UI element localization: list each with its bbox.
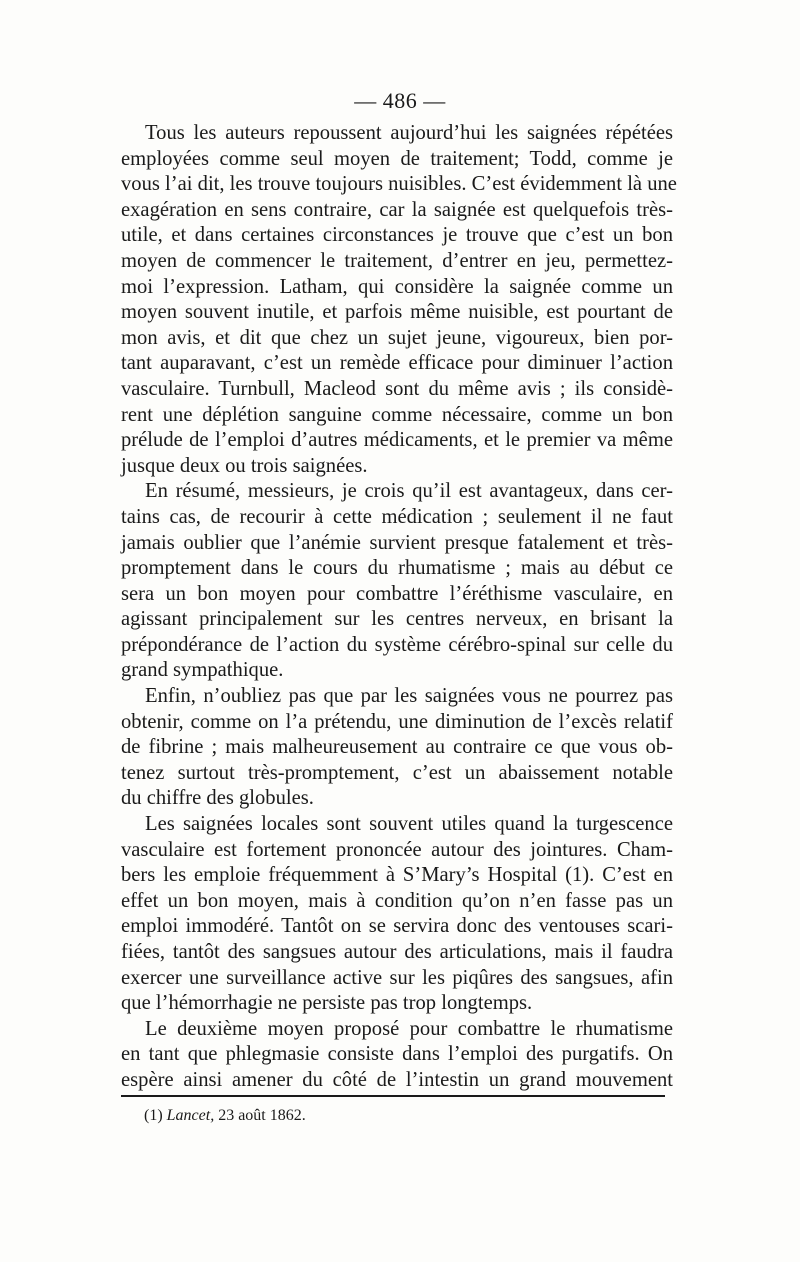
text-line: Enfin, n’oubliez pas que par les saignées vous ne pourrez pas <box>145 685 673 708</box>
text-line: vous l’ai dit, les trouve toujours nuisibles. C’est évidemment là une <box>121 173 677 196</box>
text-line: moi l’expression. Latham, qui considère la saignée comme un <box>121 275 673 298</box>
paragraph-enfin <box>121 684 673 812</box>
paragraph-saignees-repetees <box>121 121 677 479</box>
text-line: emploi immodéré. Tantôt on se servira donc des ventouses scari- <box>121 915 673 938</box>
text-line: obtenir, comme on l’a prétendu, une diminution de l’excès relatif <box>121 710 673 733</box>
footnote-marker: (1) <box>144 1107 163 1124</box>
page-number: — 486 — <box>354 88 446 113</box>
text-line: de fibrine ; mais malheureusement au contraire ce que vous ob- <box>121 736 673 759</box>
text-line: effet un bon moyen, mais à condition qu’on n’en fasse pas un <box>121 889 673 912</box>
text-line: fiées, tantôt des sangsues autour des articulations, mais il faudra <box>121 941 673 963</box>
text-line: jamais oublier que l’anémie survient presque fatalement et très- <box>121 531 673 554</box>
text-line: prépondérance de l’action du système cérébro-spinal sur celle du <box>121 633 673 656</box>
paragraph-purgatifs <box>121 1017 673 1094</box>
text-line: agissant principalement sur les centres nerveux, en brisant la <box>121 608 673 631</box>
text-line: espère ainsi amener du côté de l’intestin un grand mouvement <box>121 1068 673 1091</box>
text-line: prélude de l’emploi d’autres médicaments, et le premier va même <box>121 429 673 452</box>
text-line: rent une déplétion sanguine comme nécessaire, comme un bon <box>121 403 673 426</box>
text-line: Tous les auteurs repoussent aujourd’hui les saignées répétées <box>145 122 673 144</box>
text-line: tenez surtout très-promptement, c’est un abaissement notable <box>121 761 673 784</box>
text-line: promptement dans le cours du rhumatisme ; mais au début ce <box>121 557 673 580</box>
text-line: Le deuxième moyen proposé pour combattre le rhumatisme <box>145 1017 673 1040</box>
text-line: bers les emploie fréquemment à S’Mary’s Hospital (1). C’est en <box>121 864 673 887</box>
text-line: en tant que phlegmasie consiste dans l’emploi des purgatifs. On <box>121 1043 673 1066</box>
body-text <box>121 121 677 1094</box>
footnote-divider <box>121 1095 665 1097</box>
text-line: utile, et dans certaines circonstances je trouve que c’est un bon <box>121 224 673 247</box>
text-line: employées comme seul moyen de traitement; Todd, comme je <box>121 147 673 170</box>
text-line: mon avis, et dit que chez un sujet jeune, vigoureux, bien por- <box>121 326 673 349</box>
footnote-source: Lancet, <box>166 1107 215 1124</box>
text-line: jusque deux ou trois saignées. <box>121 454 368 477</box>
text-line: exercer une surveillance active sur les piqûres des sangsues, afin <box>121 966 673 989</box>
footnote <box>144 1106 306 1126</box>
footnote-date: 23 août 1862. <box>218 1107 306 1124</box>
text-line: En résumé, messieurs, je crois qu’il est avantageux, dans cer- <box>145 480 673 503</box>
text-line: vasculaire est fortement prononcée autour des jointures. Cham- <box>121 838 673 861</box>
text-line: tains cas, de recourir à cette médication ; seulement il ne faut <box>121 505 673 528</box>
text-line: tant auparavant, c’est un remède efficace pour diminuer l’action <box>121 352 673 375</box>
paragraph-en-resume <box>121 479 673 684</box>
text-line: grand sympathique. <box>121 659 284 682</box>
text-line: Les saignées locales sont souvent utiles quand la turgescence <box>145 813 673 836</box>
text-line: moyen de commencer le traitement, d’entrer en jeu, permettez- <box>121 249 673 272</box>
text-line: exagération en sens contraire, car la saignée est quelquefois très- <box>121 198 673 221</box>
text-line: du chiffre des globules. <box>121 787 314 810</box>
text-line: sera un bon moyen pour combattre l’éréthisme vasculaire, en <box>121 582 673 605</box>
text-line: que l’hémorrhagie ne persiste pas trop longtemps. <box>121 992 533 1015</box>
text-line: moyen souvent inutile, et parfois même nuisible, est pourtant de <box>121 301 673 324</box>
text-line: vasculaire. Turnbull, Macleod sont du même avis ; ils considè- <box>121 377 673 400</box>
paragraph-saignees-locales <box>121 812 673 1017</box>
